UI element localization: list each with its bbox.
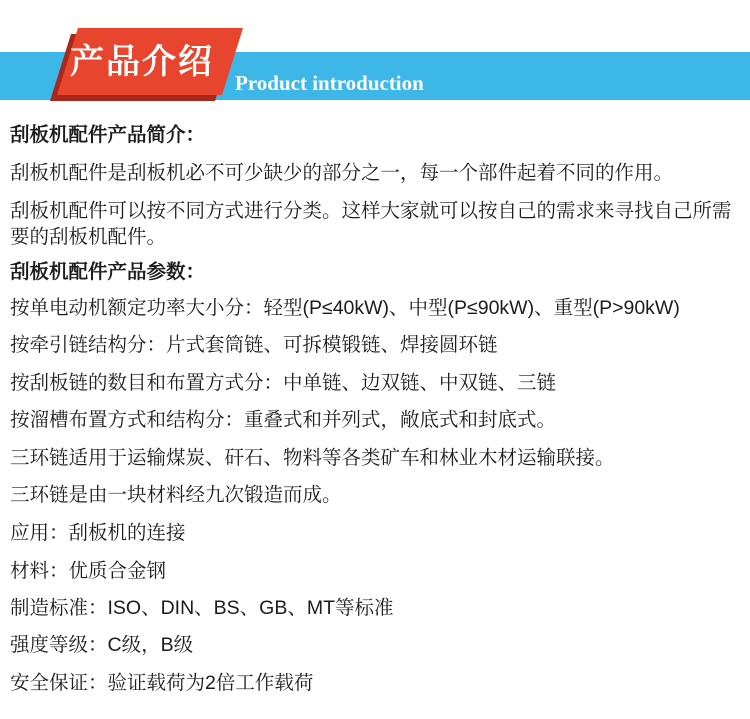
intro-paragraph-2-line-1: 刮板机配件可以按不同方式进行分类。这样大家就可以按自己的需求来寻找自己所需 [10,200,732,222]
param-line: 按单电动机额定功率大小分：轻型(P≤40kW)、中型(P≤90kW)、重型(P>90kW) [10,297,680,319]
intro-paragraph-2-line-2: 要的刮板机配件。 [10,226,167,248]
param-line: 三环链适用于运输煤炭、矸石、物料等各类矿车和林业木材运输联接。 [10,447,615,469]
param-line: 按溜槽布置方式和结构分：重叠式和并列式，敞底式和封底式。 [10,409,557,431]
param-line: 安全保证：验证载荷为2倍工作载荷 [10,672,314,694]
param-line: 三环链是由一块材料经九次锻造而成。 [10,484,342,506]
intro-heading: 刮板机配件产品简介： [10,124,206,146]
section-title-en: Product introduction [235,71,424,95]
param-line: 制造标准：ISO、DIN、BS、GB、MT等标准 [10,597,394,619]
param-line: 应用：刮板机的连接 [10,522,186,544]
param-line: 按牵引链结构分：片式套筒链、可拆模锻链、焊接圆环链 [10,334,498,356]
param-line: 按刮板链的数目和布置方式分：中单链、边双链、中双链、三链 [10,372,557,394]
param-line: 强度等级：C级，B级 [10,634,194,656]
params-heading: 刮板机配件产品参数： [10,261,206,283]
section-title-cn: 产品介绍 [70,43,214,81]
param-line: 材料：优质合金钢 [10,560,167,582]
intro-paragraph-1: 刮板机配件是刮板机必不可少缺少的部分之一，每一个部件起着不同的作用。 [10,162,674,184]
